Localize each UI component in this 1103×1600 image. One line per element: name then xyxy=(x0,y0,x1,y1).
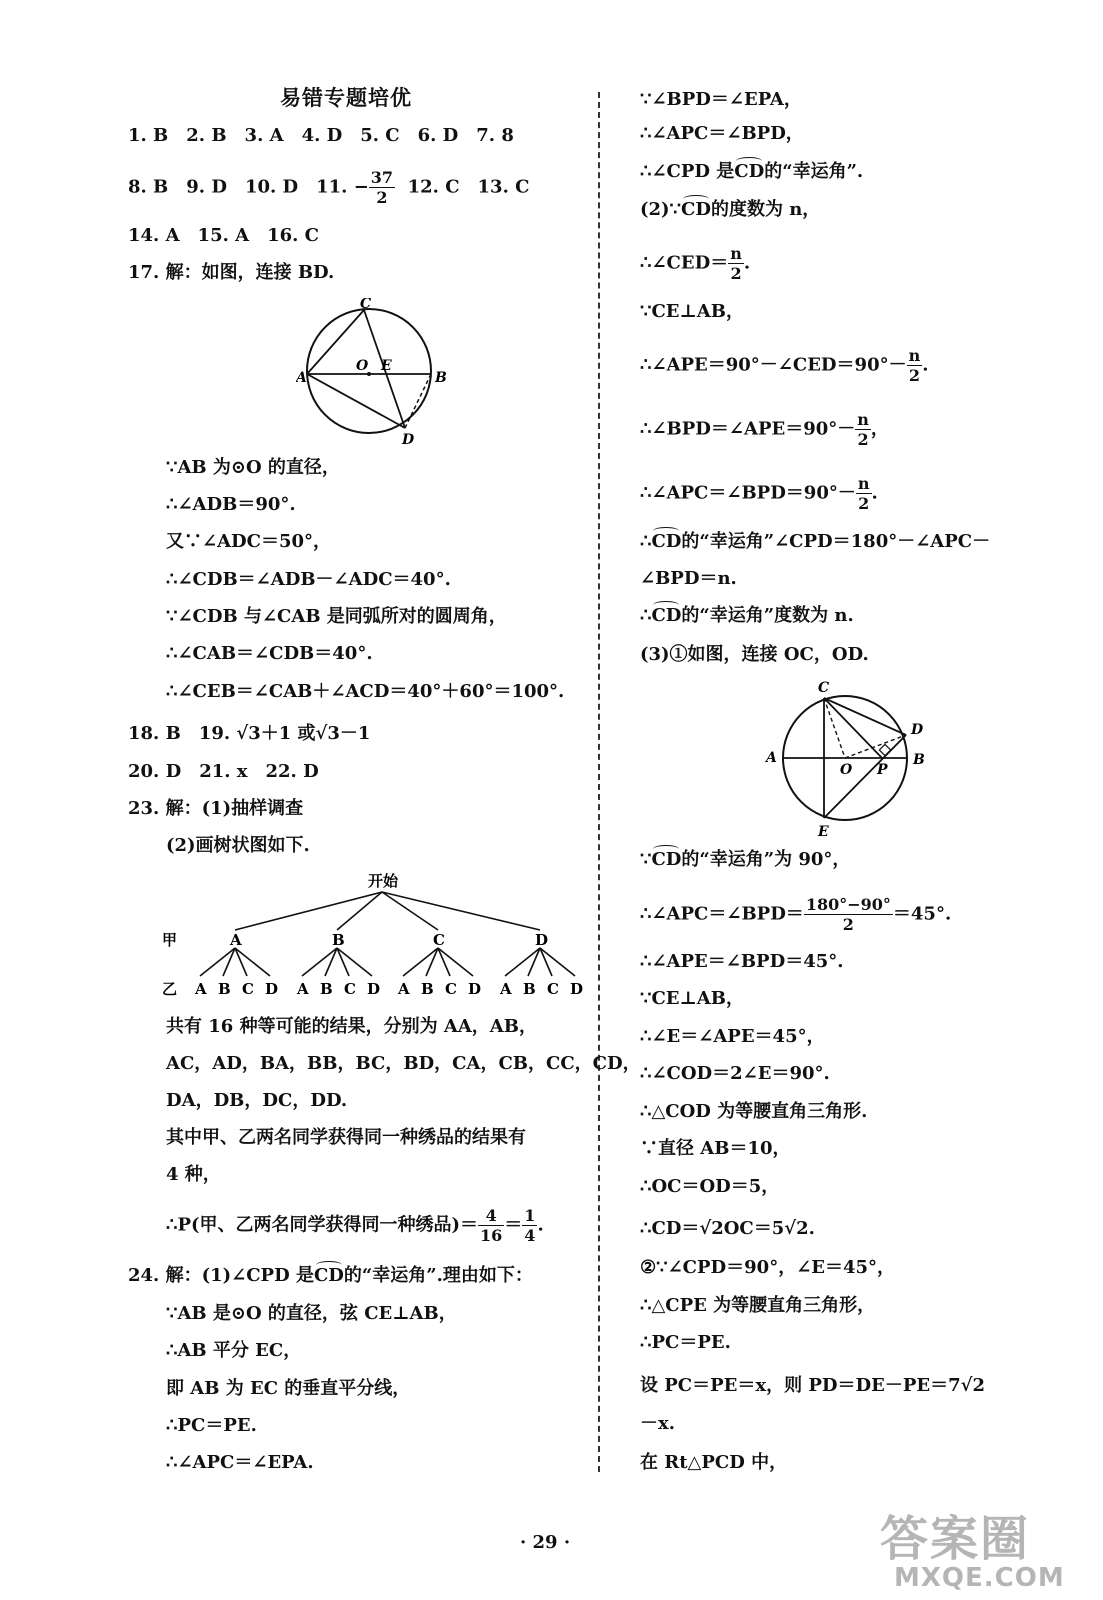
tree-leaf: D xyxy=(570,980,584,998)
tree-leaf: D xyxy=(468,980,482,998)
answer-line: 20. D 21. x 22. D xyxy=(128,761,319,782)
point-label: B xyxy=(913,752,925,768)
solution-line: ∴PC＝PE. xyxy=(640,1332,731,1353)
solution-line: ∠BPD＝n. xyxy=(640,568,737,589)
tree-diagram xyxy=(160,868,610,1003)
solution-line: ∴CD＝√2OC＝5√2. xyxy=(640,1218,815,1239)
arc-symbol: CD xyxy=(313,1265,344,1286)
solution-line: 其中甲、乙两名同学获得同一种绣品的结果有 xyxy=(166,1127,526,1148)
solution-line: ∴∠E＝∠APE＝45°， xyxy=(640,1026,825,1047)
solution-line: ∴∠BPD＝∠APE＝90°－ $\frac{n}{2}$ ， xyxy=(640,410,889,449)
solution-line: ∴∠CEB＝∠CAB＋∠ACD＝40°＋60°＝100°. xyxy=(166,681,565,702)
tree-leaf: B xyxy=(320,980,333,998)
solution-line: ∴PC＝PE. xyxy=(166,1415,257,1436)
solution-line: ∴CD的“幸运角”度数为 n. xyxy=(640,605,854,626)
solution-line: ∴△COD 为等腰直角三角形. xyxy=(640,1101,868,1122)
tree-start: 开始 xyxy=(368,872,399,890)
point-label: E xyxy=(818,824,829,840)
solution-line: ∵AB 是⊙O 的直径，弦 CE⊥AB， xyxy=(166,1303,457,1324)
solution-line: ∵CE⊥AB， xyxy=(640,301,744,322)
point-label: A xyxy=(766,750,777,766)
solution-line: 在 Rt△PCD 中， xyxy=(640,1452,788,1473)
solution-line: ∴P(甲、乙两名同学获得同一种绣品)＝ $\frac{4}{16}$ ＝ $\frac{1}{4}$ . xyxy=(166,1206,544,1245)
solution-line: ∵CE⊥AB， xyxy=(640,988,744,1009)
solution-line: (3)①如图，连接 OC，OD. xyxy=(640,644,869,665)
point-label: O xyxy=(356,358,369,374)
tree-leaf: B xyxy=(421,980,434,998)
tree-leaf: A xyxy=(195,980,207,998)
tree-leaf: C xyxy=(445,980,457,998)
point-label: E xyxy=(381,358,392,374)
solution-line: ∵CD的“幸运角”为 90°， xyxy=(640,849,851,870)
point-label: A xyxy=(296,370,307,386)
solution-line: 设 PC＝PE＝x，则 PD＝DE－PE＝7√2 xyxy=(640,1375,985,1396)
point-label: C xyxy=(360,298,372,312)
answer-line: 1. B 2. B 3. A 4. D 5. C 6. D 7. 8 xyxy=(128,125,514,146)
tree-leaf: D xyxy=(265,980,279,998)
point-label: P xyxy=(877,762,888,778)
solution-line: ∴∠COD＝2∠E＝90°. xyxy=(640,1063,830,1084)
answer-line: 23. 解：(1)抽样调查 xyxy=(128,798,304,819)
answer-line: 18. B 19. √3＋1 或√3－1 xyxy=(128,723,371,744)
solution-line: ∵∠BPD＝∠EPA， xyxy=(640,89,802,110)
arc-symbol: CD xyxy=(681,199,711,220)
watermark-logo: 答案圈 MXQE.COM xyxy=(880,1511,1065,1593)
solution-line: ∴∠CAB＝∠CDB＝40°. xyxy=(166,643,373,664)
tree-leaf: A xyxy=(500,980,512,998)
page-number: · 29 · xyxy=(520,1532,571,1553)
point-label: C xyxy=(818,680,830,696)
solution-line: －x. xyxy=(640,1413,675,1434)
solution-line: ∴∠ADB＝90°. xyxy=(166,494,296,515)
tree-leaf: B xyxy=(523,980,536,998)
point-label: O xyxy=(840,762,853,778)
solution-line: ∴OC＝OD＝5， xyxy=(640,1176,780,1197)
point-label: B xyxy=(435,370,447,386)
solution-line: (2)∵CD的度数为 n， xyxy=(640,199,821,220)
solution-line: ∴∠APC＝∠BPD＝90°－ $\frac{n}{2}$ . xyxy=(640,474,878,513)
arc-symbol: CD xyxy=(651,531,682,552)
solution-line: 即 AB 为 EC 的垂直平分线， xyxy=(166,1378,411,1399)
solution-line: ②∵∠CPD＝90°，∠E＝45°， xyxy=(640,1257,896,1278)
solution-line: AC，AD，BA，BB，BC，BD，CA，CB，CC，CD， xyxy=(166,1053,641,1074)
tree-leaf: A xyxy=(297,980,309,998)
solution-line: ∵AB 为⊙O 的直径， xyxy=(166,457,340,478)
solution-line: ∴∠APE＝90°－∠CED＝90°－ $\frac{n}{2}$ . xyxy=(640,346,929,385)
solution-line: 共有 16 种等可能的结果，分别为 AA，AB， xyxy=(166,1016,537,1037)
solution-line: ∴∠APE＝∠BPD＝45°. xyxy=(640,951,844,972)
solution-line: 又∵∠ADC＝50°， xyxy=(166,531,332,552)
solution-line: ∵∠CDB 与∠CAB 是同弧所对的圆周角， xyxy=(166,606,507,627)
point-label: D xyxy=(402,432,415,448)
solution-line: (2)画树状图如下. xyxy=(166,835,310,856)
tree-row-label: 乙 xyxy=(162,980,178,998)
point-label: D xyxy=(911,722,924,738)
solution-line: ∴∠CPD 是CD的“幸运角”. xyxy=(640,161,864,182)
solution-line: ∴∠APC＝∠EPA. xyxy=(166,1452,314,1473)
tree-leaf: C xyxy=(344,980,356,998)
tree-node: D xyxy=(535,931,549,949)
solution-line: 4 种， xyxy=(166,1164,221,1185)
column-divider xyxy=(598,92,600,1472)
tree-node: A xyxy=(230,931,242,949)
tree-leaf: C xyxy=(547,980,559,998)
tree-leaf: D xyxy=(367,980,381,998)
solution-line: ∴CD的“幸运角”∠CPD＝180°－∠APC－ xyxy=(640,531,991,552)
circle-figure-1 xyxy=(296,298,456,448)
solution-line: ∴∠APC＝∠BPD， xyxy=(640,123,804,144)
solution-line: ∴△CPE 为等腰直角三角形， xyxy=(640,1295,876,1316)
solution-line: DA，DB，DC，DD. xyxy=(166,1090,348,1111)
tree-leaf: C xyxy=(242,980,254,998)
solution-line: ∴∠APC＝∠BPD＝ $\frac{180^\circ-90^\circ}{2}$ ＝45°. xyxy=(640,895,952,934)
answer-line: 8. B 9. D 10. D 11. − $\frac{37}{2}$ 12. C 13. C xyxy=(128,168,530,207)
solution-line: ∴∠CDB＝∠ADB－∠ADC＝40°. xyxy=(166,569,451,590)
answer-line: 14. A 15. A 16. C xyxy=(128,225,320,246)
solution-line: ∴∠CED＝ $\frac{n}{2}$ . xyxy=(640,244,751,283)
arc-symbol: CD xyxy=(651,849,682,870)
tree-row-label: 甲 xyxy=(162,931,178,949)
arc-symbol: CD xyxy=(651,605,682,626)
solution-line: ∵直径 AB＝10， xyxy=(640,1138,791,1159)
tree-node: C xyxy=(433,931,445,949)
answer-line: 17. 解：如图，连接 BD. xyxy=(128,262,335,283)
arc-symbol: CD xyxy=(734,161,765,182)
solution-line: ∴AB 平分 EC， xyxy=(166,1340,302,1361)
tree-leaf: A xyxy=(398,980,410,998)
tree-node: B xyxy=(332,931,345,949)
page-title: 易错专题培优 xyxy=(280,85,412,110)
answer-line: 24. 解：(1)∠CPD 是CD的“幸运角”.理由如下： xyxy=(128,1265,533,1286)
tree-leaf: B xyxy=(218,980,231,998)
circle-figure-2 xyxy=(760,676,940,841)
